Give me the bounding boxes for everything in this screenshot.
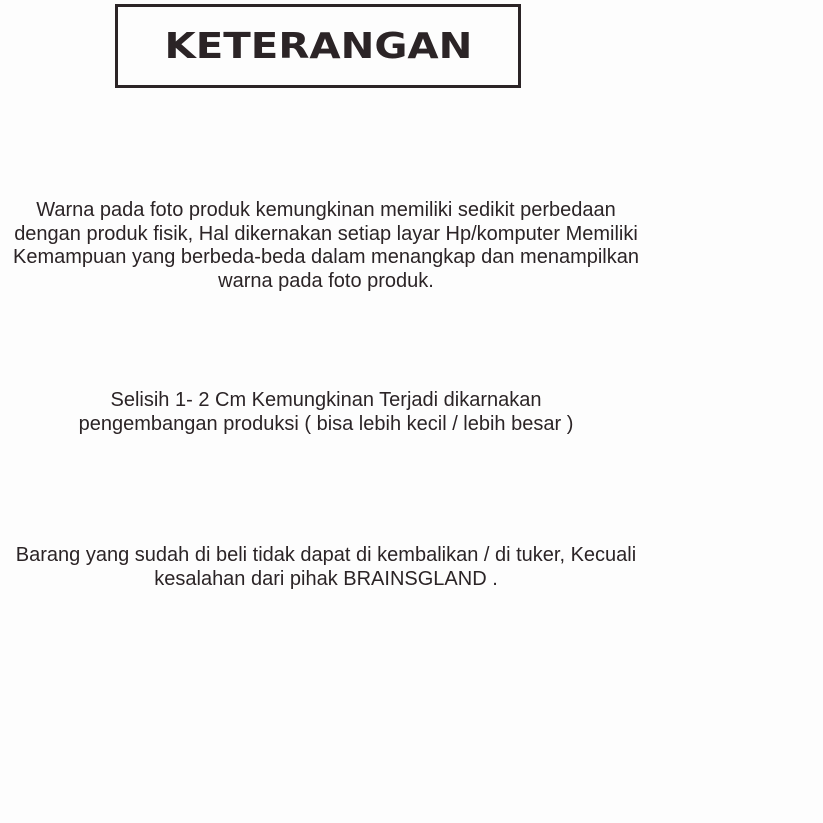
note-size-difference [0,389,652,436]
note-line: dengan produk fisik, Hal dikernakan setiap layar Hp/komputer Memiliki [14,222,638,245]
note-line: pengembangan produksi ( bisa lebih kecil / lebih besar ) [78,412,574,435]
note-line: warna pada foto produk. [218,269,434,292]
note-line: Barang yang sudah di beli tidak dapat di kembalikan / di tuker, Kecuali [15,544,637,566]
note-line: Selisih 1- 2 Cm Kemungkinan Terjadi dikarnakan [110,389,542,411]
note-color-difference [0,199,652,293]
page-title: KETERANGAN [164,25,472,67]
note-line: kesalahan dari pihak BRAINSGLAND . [154,567,498,590]
note-line: Kemampuan yang berbeda-beda dalam menangkap dan menampilkan [13,246,639,268]
note-line: Warna pada foto produk kemungkinan memiliki sedikit perbedaan [36,199,616,221]
note-no-returns [0,544,652,591]
title-box [115,4,521,88]
